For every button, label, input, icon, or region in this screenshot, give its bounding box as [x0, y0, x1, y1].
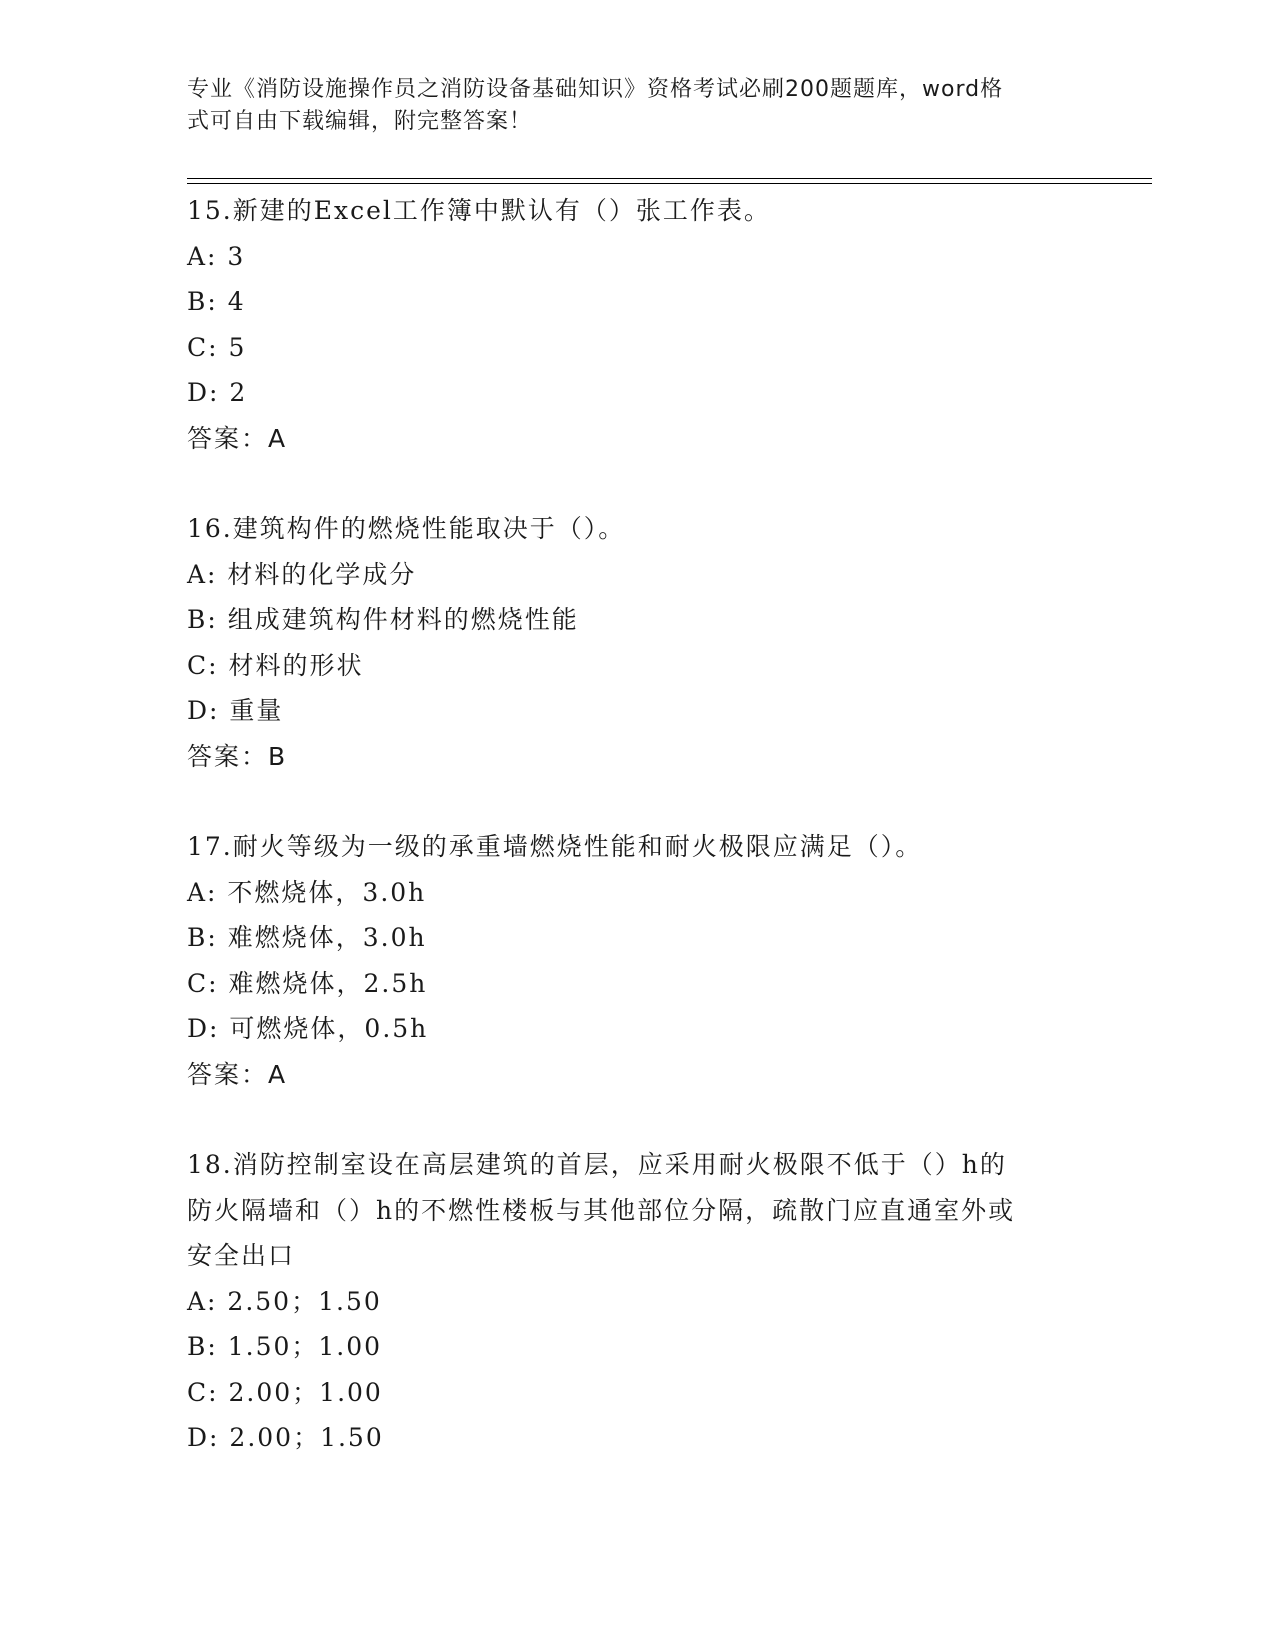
option-a: A: 3: [187, 241, 246, 271]
answer-line: 答案：B: [187, 741, 288, 771]
question-16: [187, 506, 1087, 779]
answer-line: 答案：A: [187, 1059, 288, 1089]
question-stem: 15.新建的Excel工作簿中默认有（）张工作表。: [187, 196, 771, 225]
document-header: [187, 74, 1067, 138]
question-stem-line-2: 防火隔墙和（）h的不燃性楼板与其他部位分隔，疏散门应直通室外或: [187, 1195, 1016, 1225]
question-stem-line-1: 18.消防控制室设在高层建筑的首层，应采用耐火极限不低于（）h的: [187, 1150, 1007, 1179]
option-d: D: 2.00；1.50: [187, 1423, 384, 1452]
answer-line: 答案：A: [187, 423, 288, 453]
option-d: D: 2: [187, 378, 248, 407]
option-d: D: 重量: [187, 696, 284, 725]
option-d: D: 可燃烧体，0.5h: [187, 1014, 429, 1043]
header-divider-top: [187, 178, 1152, 179]
header-line-1: 专业《消防设施操作员之消防设备基础知识》资格考试必刷200题题库，word格: [187, 77, 1004, 102]
option-a: A: 材料的化学成分: [187, 559, 417, 589]
option-c: C: 难燃烧体，2.5h: [187, 968, 428, 998]
question-list: [187, 188, 1087, 1506]
option-c: C: 2.00；1.00: [187, 1377, 383, 1407]
question-17: [187, 824, 1087, 1097]
option-c: C: 5: [187, 332, 247, 362]
question-stem-line-3: 安全出口: [187, 1241, 296, 1270]
option-b: B: 4: [187, 287, 246, 316]
header-divider-bottom: [187, 183, 1152, 184]
option-a: A: 2.50；1.50: [187, 1286, 382, 1316]
option-b: B: 1.50；1.00: [187, 1332, 383, 1361]
question-stem: 16.建筑构件的燃烧性能取决于（）。: [187, 514, 626, 543]
option-b: B: 组成建筑构件材料的燃烧性能: [187, 605, 579, 634]
question-15: [187, 188, 1087, 461]
option-b: B: 难燃烧体，3.0h: [187, 923, 427, 952]
option-a: A: 不燃烧体，3.0h: [187, 877, 427, 907]
option-c: C: 材料的形状: [187, 650, 364, 680]
question-18: [187, 1142, 1087, 1461]
question-stem: 17.耐火等级为一级的承重墙燃烧性能和耐火极限应满足（）。: [187, 832, 923, 861]
header-line-2: 式可自由下载编辑，附完整答案！: [187, 109, 533, 134]
